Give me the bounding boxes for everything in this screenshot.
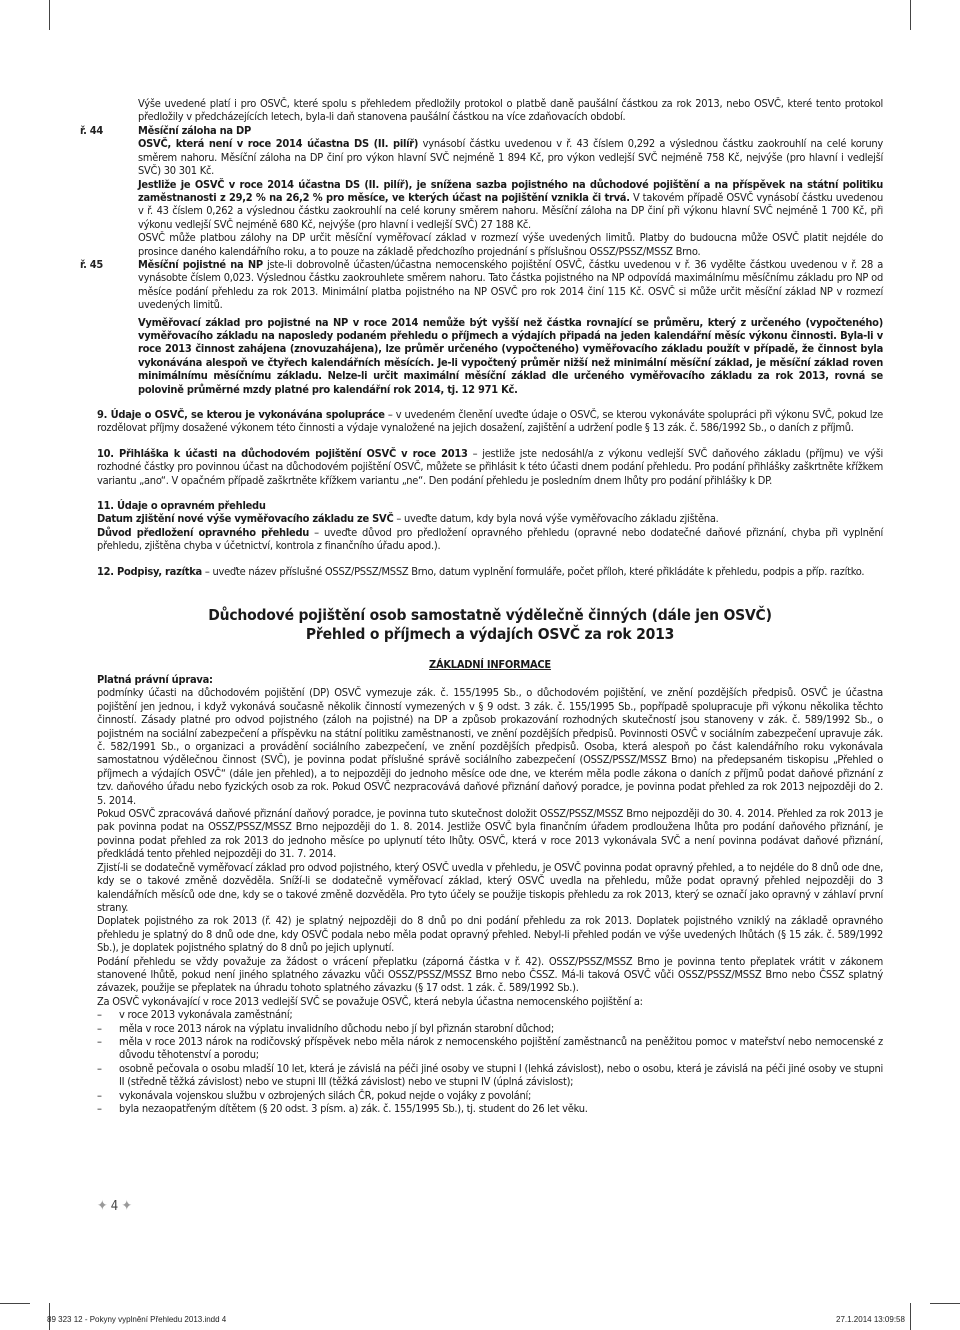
intro-paragraph: Výše uvedené platí i pro OSVČ, které spolu s přehledem předložily protokol o platbě daně paušální částkou za rok 2013, nebo OSVČ, které tento protokol předložily v předcházejících letech, byla-li daň stanovena paušální částkou na více zdaňovacích období. — [138, 97, 883, 124]
page-number-value: 4 — [110, 1199, 118, 1214]
section-11-heading: 11. Údaje o opravném přehledu — [97, 499, 266, 512]
list-item: – byla nezaopatřeným dítětem (§ 20 odst. 3 písm. a) zák. č. 155/1995 Sb.), tj. student do 26 let věku. — [97, 1102, 883, 1115]
row-44-ds-heading: Jestliže je OSVČ v roce 2014 účastna DS (II. pilíř), je snížena sazba pojistného na důchodové pojištění a na příspěvek na státní politiku zaměstnanosti z 29,2 % na 26,2 % pro měsíce, ve kterých účast na pojištění vznikla či trvá. — [138, 177, 883, 205]
basic-info-paragraph: Pokud OSVČ zpracovává daňové přiznání daňový poradce, je povinna tuto skutečnost doložit OSSZ/PSSZ/MSSZ Brno nejpozději do 30. 4. 2014. Přehled za rok 2013 je pak povinna podat na OSSZ/PSSZ/MSSZ Brno nejpozději do 1. 8. 2014. Jestliže OSVČ byla finančním úřadem prodloužena lhůta pro podání daňového přiznání, je povinna podat přehled za rok 2013 do jednoho měsíce po uplynutí této lhůty. OSVČ, která v roce 2013 vykonávala SVČ a není povinna podávat daňové přiznání, předkládá tento přehled nejpozději do 31. 7. 2014. — [97, 807, 883, 861]
basic-info-paragraph: Podání přehledu se vždy považuje za žádost o vrácení přeplatku (záporná částka v ř. 42). OSSZ/PSSZ/MSSZ Brno je povinna tento přeplatek vrátit v zákonem stanovené lhůtě, pokud není jiného splatného závazku vůči OSSZ/PSSZ/MSSZ Brno nebo ČSSZ. Má-li taková OSVČ vůči OSSZ/PSSZ/MSSZ Brno nebo ČSSZ splatný závazek, použije se přeplatek na úhradu tohoto splatného závazku (§ 17 odst. 1 zák. č. 589/1992 Sb.). — [97, 954, 883, 995]
row-44-text: vynásobí částku uvedenou v ř. 43 číslem 0,292 a výslednou částku zaokrouhlí na celé koruny směrem nahoru. Měsíční záloha na DP činí pro výkon hlavní SVČ nejméně 1 894 Kč, pro výkon vedlejší SVČ nejméně 758 Kč, nejvýše (pro hlavní i vedlejší SVČ) 30 301 Kč. — [138, 137, 883, 178]
section-row-45 — [138, 258, 883, 396]
section-9-heading: 9. Údaje o OSVČ, se kterou je vykonávána spolupráce — [97, 408, 385, 421]
list-item: – měla v roce 2013 nárok na rodičovský příspěvek nebo měla nárok z nemocenského pojištění zaměstnanců na peněžitou pomoc v mateřství nebo nemocenské z důvodu těhotenství a porodu; — [97, 1035, 883, 1062]
section-11-date-label: Datum zjištění nové výše vyměřovacího základu ze SVČ — [97, 512, 394, 526]
ornament-icon: ✦ — [97, 1198, 108, 1214]
section-9-text: – v uvedeném členění uveďte údaje o OSVČ, se kterou vykonáváte spolupráci při výkonu SVČ, pokud lze rozdělovat příjmy dosažené výkonem této činnosti a výdaje vynaložené na jejich dosažení, zajištění a udržení podle § 13 zák. č. 586/1992 Sb., o daních z příjmů. — [97, 408, 883, 435]
section-row-44 — [138, 124, 883, 258]
title-line-2: Přehled o příjmech a výdajích OSVČ za rok 2013 — [305, 625, 675, 643]
row-44-note: OSVČ může platbou zálohy na DP určit měsíční vyměřovací základ v rozmezí výše uvedených limitů. Platby do budoucna může OSVČ platit nejdéle do prosince daného kalendářního roku, a to pouze na základě předchozího projednání s příslušnou OSSZ/PSSZ/MSSZ Brno. — [138, 231, 883, 258]
print-footer-filename: 89 323 12 - Pokyny vyplnění Přehledu 2013.indd 4 — [47, 1315, 227, 1324]
crop-mark — [930, 1303, 960, 1304]
crop-mark — [0, 1303, 30, 1304]
row-44-heading: Měsíční záloha na DP — [138, 124, 252, 137]
basic-info-paragraph: Zjistí-li se dodatečně vyměřovací základ pro odvod pojistného, který OSVČ uvedla v přehledu, je OSVČ povinna podat opravný přehled, a to nejdéle do 8 dnů ode dne, kdy se o takové změně dozvěděla. Sníží-li se dodatečně vyměřovací základ, který OSVČ uvedla na přehledu, může podat opravný přehled nejpozději do 3 kalendářních měsíců ode dne, kdy se o takové změně dozvěděla. Pro tyto účely se použije tiskopis přehledu za rok 2013, který se označí jako opravný v záhlaví první strany. — [97, 860, 883, 914]
title-line-1: Důchodové pojištění osob samostatně výdělečně činných (dále jen OSVČ) — [208, 606, 772, 624]
section-9 — [97, 408, 883, 435]
list-item: – měla v roce 2013 nárok na výplatu invalidního důchodu nebo jí byl přiznán starobní důchod; — [97, 1022, 883, 1035]
row-label-45: ř. 45 — [80, 258, 104, 271]
list-item: – osobně pečovala o osobu mladší 10 let, která je závislá na péči jiné osoby ve stupni I (lehká závislost), nebo o osobu, která je závislá na péči jiné osoby ve stupni II (středně těžká závislost) nebo ve stupni III (těžká závislost) nebo ve stupni IV (úplná závislost); — [97, 1062, 883, 1089]
row-44-ds-text: V takovém případě OSVČ vynásobí částku uvedenou v ř. 43 číslem 0,262 a výslednou částku zaokrouhlí na celé koruny směrem nahoru. Měsíční záloha na DP činí při výkonu hlavní SVČ nejméně 1 700 Kč, při výkonu vedlejší SVČ nejméně 680 Kč, nejvýše (pro hlavní i vedlejší SVČ) 27 188 Kč. — [138, 191, 883, 231]
section-12 — [97, 565, 883, 578]
crop-mark — [49, 0, 50, 30]
row-45-heading: Měsíční pojistné na NP — [138, 258, 263, 271]
secondary-activity-list — [97, 1008, 883, 1115]
row-45-bold-paragraph: Vyměřovací základ pro pojistné na NP v roce 2014 nemůže být vyšší než částka rovnající se průměru, který z určeného (vypočteného) vyměřovacího základu na naposledy podaném přehledu o příjmech a výdajích připadá na jeden kalendářní měsíc výkonu činnosti. Byla-li v roce 2013 činnost zahájena (znovuzahájena), lze průměr určeného (vypočteného) vyměřovacího základu použít v případě, že činnost byla vykonávána alespoň ve čtyřech kalendářních měsících. Je-li vypočtený průměr nižší než minimální měsíční základ, je měsíční základ roven minimálnímu měsíčnímu základu. Nelze-li určit maximální měsíční základ dle určeného vyměřovacího základu za rok 2013, rovná se polovině průměrné mzdy platné pro kalendářní rok 2014, tj. 12 971 Kč. — [138, 315, 883, 396]
basic-info-body — [97, 673, 883, 1115]
crop-mark — [910, 1303, 911, 1330]
basic-info-paragraph: podmínky účasti na důchodovém pojištění (DP) OSVČ vymezuje zák. č. 155/1995 Sb., o důchodovém pojištění, ve znění pozdějších předpisů. OSVČ je účastna pojištění jen jednou, i když vykonává současně několik činností vymezených v § 9 odst. 3 zák. č. 155/1995 Sb., popřípadě spolupracuje při výkonu několika těchto činností. Zásady platné pro odvod pojistného (záloh na pojistné) na DP a způsob prokazování rozhodných skutečností jsou stanoveny v zák. č. 589/1992 Sb., o pojistném na sociální zabezpečení a příspěvku na státní politiku zaměstnanosti, ve znění pozdějších předpisů. Povinnosti OSVČ v sociálním zabezpečení upravuje zák. č. 582/1991 Sb., o organizaci a provádění sociálního zabezpečení, ve znění pozdějších předpisů. Osoba, která alespoň po část kalendářního roku vykonávala samostatnou výdělečnou činnost (SVČ), je povinna podat příslušné správě sociálního zabezpečení (OSSZ/PSSZ/MSSZ Brno) na předepsaném tiskopisu „Přehled o příjmech a výdajích OSVČ“ (dále jen přehled), a to nejpozději do jednoho měsíce ode dne, ve kterém měla podle zákona o daních z příjmů podat daňové přiznání z tzv. daňového úřadu nebo fyzických osob za rok. Pokud OSVČ nezpracovává daňové přiznání daňový poradce, je povinna podat přehled za rok 2013 nejpozději do 2. 5. 2014. — [97, 686, 883, 807]
legal-basis-label: Platná právní úprava: — [97, 673, 213, 686]
basic-info-paragraph: Doplatek pojistného za rok 2013 (ř. 42) je splatný nejpozději do 8 dnů po dni podání přehledu za rok 2013. Doplatek pojistného vzniklý na základě opravného přehledu je splatný do 8 dnů ode dne, kdy OSVČ podala nebo měla podat opravný přehled. Nebyl-li přehled podán ve výše uvedených lhůtách (§ 15 zák. č. 589/1992 Sb.), je doplatek pojistného splatný do 8 dnů po jejich uplynutí. — [97, 914, 883, 955]
section-10-heading: 10. Přihláška k účasti na důchodovém pojištění OSVČ v roce 2013 — [97, 447, 468, 460]
basic-info-heading: ZÁKLADNÍ INFORMACE — [429, 658, 551, 671]
ornament-icon: ✦ — [121, 1198, 132, 1214]
list-intro: Za OSVČ vykonávající v roce 2013 vedlejší SVČ se považuje OSVČ, která nebyla účastna nemocenského pojištění a: — [97, 994, 643, 1008]
row-label-44: ř. 44 — [80, 124, 104, 137]
section-10-text: – jestliže jste nedosáhl/a z výkonu vedlejší SVČ daňového základu (příjmu) ve výši rozhodné částky pro povinnou účast na důchodovém pojištění OSVČ, můžete se přihlásit k této účasti dnem podání přehledu. Pro podání přihlášky zaškrtněte křížkem variantu „ano“. V opačném případě zaškrtněte křížkem variantu „ne“. Den podání přehledu je posledním dnem lhůty pro podání přihlášky k DP. — [97, 447, 883, 487]
section-11-date-text: – uveďte datum, kdy byla nová výše vyměřovacího základu zjištěna. — [393, 512, 719, 526]
section-11-reason-text: – uveďte důvod pro předložení opravného přehledu (opravné nebo dodatečné daňové přiznání, chyba při vyplnění přehledu, zjištěna chyba v účetnictví, kontrola z finančního úřadu apod.). — [97, 525, 883, 553]
document-title — [97, 606, 883, 644]
crop-mark — [910, 0, 911, 30]
list-item: – vykonávala vojenskou službu v ozbrojených silách ČR, pokud nejde o vojáky z povolání; — [97, 1089, 883, 1102]
list-item: – v roce 2013 vykonávala zaměstnání; — [97, 1008, 883, 1021]
row-44-subheading: OSVČ, která není v roce 2014 účastna DS (II. pilíř) — [138, 137, 419, 151]
section-12-text: – uveďte název příslušné OSSZ/PSSZ/MSSZ Brno, datum vyplnění formuláře, počet příloh, které přikládáte k přehledu, podpis a příp. razítko. — [201, 565, 865, 578]
section-11 — [97, 499, 883, 553]
print-footer-timestamp: 27.1.2014 13:09:58 — [836, 1315, 905, 1324]
section-10 — [97, 447, 883, 487]
section-11-reason-label: Důvod předložení opravného přehledu — [97, 525, 310, 539]
section-12-heading: 12. Podpisy, razítka — [97, 565, 202, 578]
page-number — [97, 1200, 132, 1213]
row-45-text: jste-li dobrovolně účasten/účastna nemocenského pojištění OSVČ, částku uvedenou v ř. 36 vydělte částkou uvedenou v ř. 28 a vynásobte číslem 0,023. Výslednou částku zaokrouhlete směrem nahoru. Tato částka pojistného na NP odpovídá maximálnímu měsíčnímu základu pro NP od měsíce podání přehledu za rok 2013. Minimální platba pojistného na NP OSVČ pro rok 2014 činí 115 Kč. OSVČ si může určit měsíční základ NP v rozmezí uvedených limitů. — [138, 258, 884, 312]
